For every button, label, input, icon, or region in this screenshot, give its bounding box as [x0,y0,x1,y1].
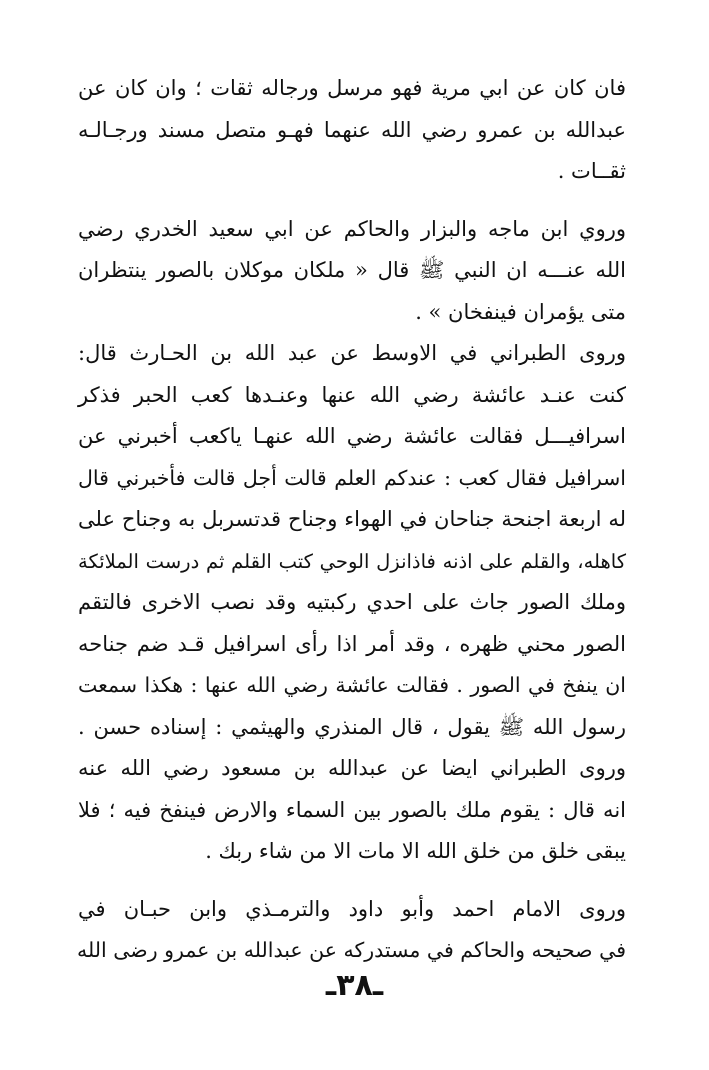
text-line: وروى الطبراني ايضا عن عبدالله بن مسعود رضي الله عنه [78,756,626,780]
text-line: كاهله، والقلم على اذنه فاذانزل الوحي كتب القلم ثم درست الملائكة [78,549,626,573]
text-line: يبقى خلق من خلق الله الا مات الا من شاء ربك . [205,839,626,863]
text-line: وملك الصور جاث على احدي ركبتيه وقد نصب الاخرى فالتقم [78,590,626,614]
text-line: رسول الله ﷺ يقول ، قال المنذري والهيثمي : إسناده حسن . [78,714,626,739]
text-line: متى يؤمران فينفخان » . [415,299,626,324]
text-line: ان ينفخ في الصور . فقالت عائشة رضي الله عنها : هكذا سمعت [78,673,626,697]
text-line: كنت عنـد عائشة رضي الله عنها وعنـدها كعب الحبر فذكر [78,382,626,407]
text-line: ثقــات . [557,159,626,183]
text-line: له اربعة اجنحة جناحان في الهواء وجناح قدتسربل به وجناح على [78,507,626,531]
paragraph-gap [78,873,626,889]
text-line: انه قال : يقوم ملك بالصور بين السماء والارض فينفخ فيه ؛ فلا [78,797,626,822]
page-number: ـ٣٨ـ [325,968,384,1003]
paragraph-gap [78,193,626,209]
paragraph-4 [78,748,626,873]
text-line: وروى الطبراني في الاوسط عن عبد الله بن الحـارث قال: [78,341,626,365]
text-line: في صحيحه والحاكم في مستدركه عن عبدالله بن عمرو رضى الله [76,938,626,962]
paragraph-5 [78,889,626,972]
paragraph-3 [78,333,626,748]
text-line: فان كان عن ابي مرية فهو مرسل ورجاله ثقات ؛ وان كان عن [78,76,626,100]
text-line: اسرافيل فقال كعب : عندكم العلم قالت أجل قالت فأخبرني قال [78,465,626,490]
paragraph-2 [78,209,626,334]
text-line: وروى الامام احمد وأبو داود والترمـذي وابن حبـان في [78,896,626,921]
text-line: وروي ابن ماجه والبزار والحاكم عن ابي سعيد الخدري رضي [78,216,626,241]
text-line: اسرافيـــل فقالت عائشة رضي الله عنهـا ياكعب أخبرني عن [78,424,626,448]
text-line: الصور محني ظهره ، وقد أمر اذا رأى اسرافيل قـد ضم جناحه [78,631,626,656]
paragraph-1 [78,68,626,193]
page-body [78,68,626,1028]
text-line: عبدالله بن عمرو رضي الله عنهما فهـو متصل مسند ورجـالـه [78,117,626,142]
text-line: الله عنـــه ان النبي ﷺ قال « ملكان موكلان بالصور ينتظران [78,258,626,282]
